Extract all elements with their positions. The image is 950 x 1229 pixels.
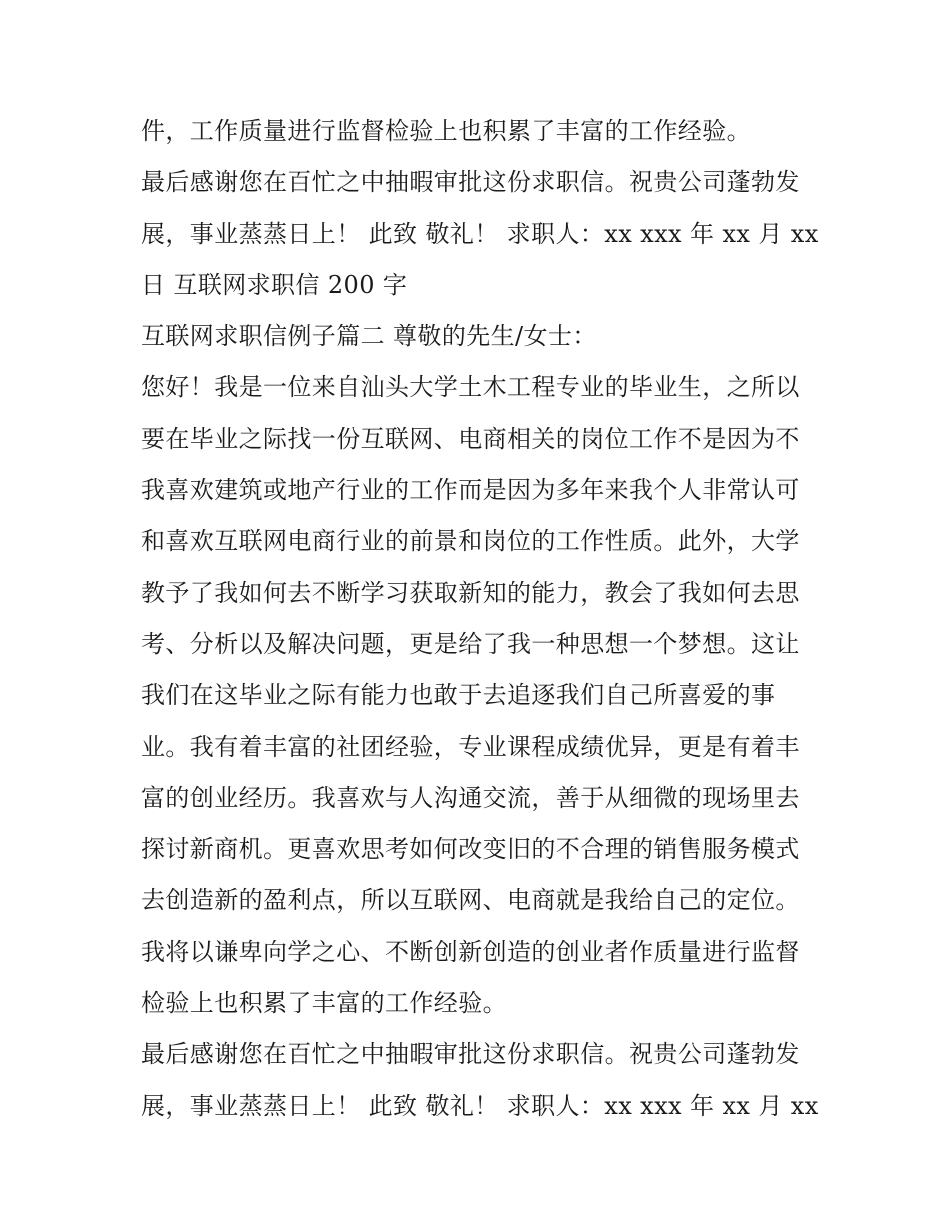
text-line: 展，事业蒸蒸日上！ 此致 敬礼！ 求职人：xx xxx 年 xx 月 xx (141, 219, 819, 248)
text-line: 检验上也积累了丰富的工作经验。 (141, 989, 507, 1018)
text-line: 最后感谢您在百忙之中抽暇审批这份求职信。祝贵公司蓬勃发 (141, 1040, 800, 1069)
text-line: 考、分析以及解决问题，更是给了我一种思想一个梦想。这让 (141, 629, 800, 658)
text-line: 探讨新商机。更喜欢思考如何改变旧的不合理的销售服务模式 (141, 835, 800, 864)
document-body (141, 106, 821, 1132)
text-line: 富的创业经历。我喜欢与人沟通交流，善于从细微的现场里去 (141, 783, 800, 812)
text-line: 互联网求职信例子篇二 尊敬的先生/女士： (141, 322, 597, 351)
text-line: 业。我有着丰富的社团经验，专业课程成绩优异，更是有着丰 (141, 732, 800, 761)
text-line: 和喜欢互联网电商行业的前景和岗位的工作性质。此外，大学 (141, 527, 800, 556)
text-line: 件，工作质量进行监督检验上也积累了丰富的工作经验。 (141, 117, 751, 145)
text-line: 教予了我如何去不断学习获取新知的能力，教会了我如何去思 (141, 578, 800, 607)
text-line: 最后感谢您在百忙之中抽暇审批这份求职信。祝贵公司蓬勃发 (141, 168, 800, 197)
text-line: 展，事业蒸蒸日上！ 此致 敬礼！ 求职人：xx xxx 年 xx 月 xx (141, 1091, 819, 1120)
text-line: 您好！我是一位来自汕头大学土木工程专业的毕业生，之所以 (141, 373, 800, 402)
text-line: 我喜欢建筑或地产行业的工作而是因为多年来我个人非常认可 (141, 476, 800, 505)
text-line: 要在毕业之际找一份互联网、电商相关的岗位工作不是因为不 (141, 424, 800, 453)
text-line: 我们在这毕业之际有能力也敢于去追逐我们自己所喜爱的事 (141, 681, 776, 710)
text-line: 我将以谦卑向学之心、不断创新创造的创业者作质量进行监督 (141, 937, 800, 966)
text-line: 去创造新的盈利点，所以互联网、电商就是我给自己的定位。 (141, 886, 800, 915)
text-line: 日 互联网求职信 200 字 (141, 270, 408, 299)
